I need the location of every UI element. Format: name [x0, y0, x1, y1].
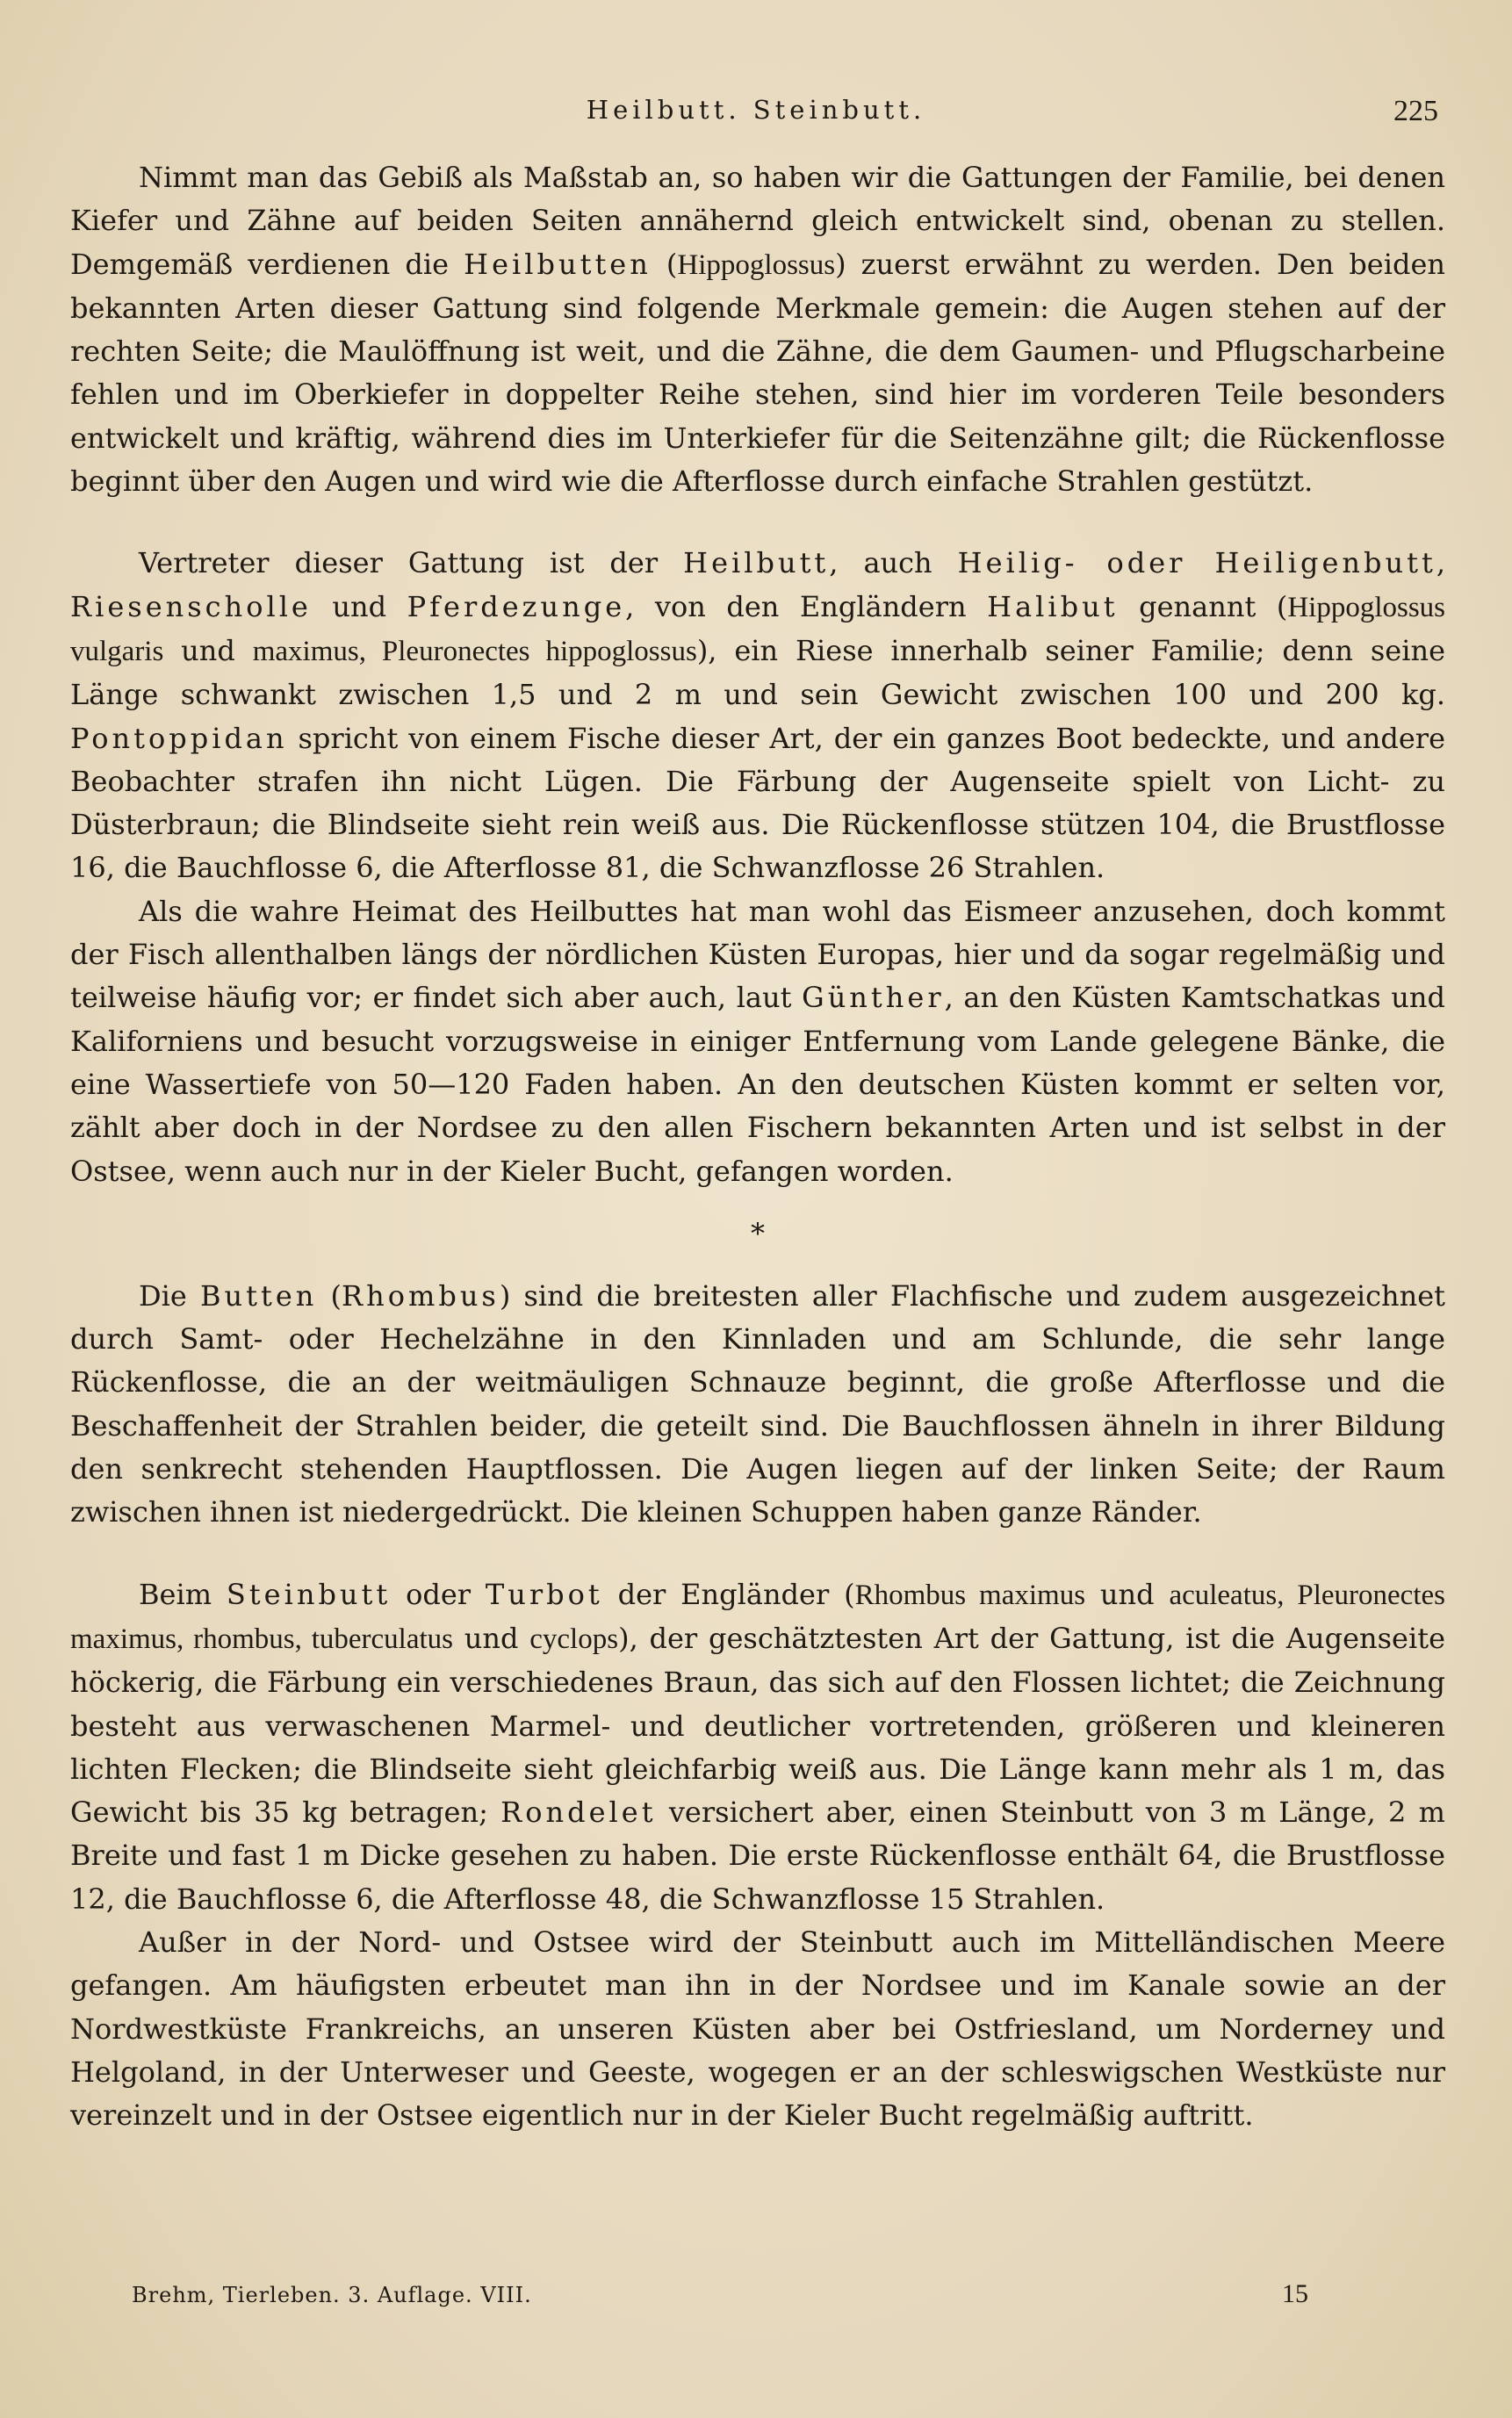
running-title: Heilbutt. Steinbutt. [586, 95, 926, 125]
page-footer [132, 2279, 1361, 2318]
emphasis-term: Günther [802, 981, 945, 1015]
scientific-name: Hippoglossus [677, 248, 836, 281]
section-separator: * [751, 1216, 765, 1250]
emphasis-term: Steinbutt [226, 1577, 392, 1611]
emphasis-term: Heilig- oder Heiligenbutt [957, 546, 1436, 580]
page-number: 225 [1393, 95, 1438, 127]
scientific-name: Rhombus maximus [854, 1579, 1086, 1611]
scientific-name: maximus, Pleuronectes hippoglossus [252, 635, 697, 667]
paragraph-steinbutt: Beim Steinbutt oder Turbot der Engländer (Rhombus maximus und aculeatus, Pleuronectes maximus, rhombus, tuberculatus und cyclops), der geschätztesten Art der Gattung, ist die Augenseite höckerig, die Färbung ein verschiedenes Braun, das sich auf den Flossen lichtet; die Zeichnung besteht aus verwaschenen Marmel- und deutlicher vortretenden, größeren und kleineren lichten Flecken; die Blindseite sieht gleichfarbig weiß aus. Die Länge kann mehr als 1 m, das Gewicht bis 35 kg betragen; Rondelet versichert aber, einen Steinbutt von 3 m Länge, 2 m Breite und fast 1 m Dicke gesehen zu haben. Die erste Rückenflosse enthält 64, die Brustflosse 12, die Bauchflosse 6, die Afterflosse 48, die Schwanzflosse 15 Strahlen. [70, 1577, 1446, 1916]
emphasis-term: Butten [199, 1278, 318, 1313]
footer-source: Brehm, Tierleben. 3. Auflage. VIII. [132, 2283, 532, 2307]
paragraph-steinbutt-habitat: Außer in der Nord- und Ostsee wird der Steinbutt auch im Mittelländischen Meere gefangen. Am häufigsten erbeutet man ihn in der Nordsee und im Kanale sowie an der Nordwestküste Frankreichs, an unseren Küsten aber bei Ostfriesland, um Norderney und Helgoland, in der Unterweser und Geeste, wogegen er an der schleswigschen Westküste nur vereinzelt und in der Ostsee eigentlich nur in der Kieler Bucht regelmäßig auftritt. [70, 1925, 1445, 2133]
emphasis-term: Heilbutt [683, 546, 830, 580]
running-head [0, 95, 1512, 133]
paragraph-heilbutt-habitat: Als die wahre Heimat des Heilbuttes hat man wohl das Eismeer anzusehen, doch kommt der Fisch allenthalben längs der nördlichen Küsten Europas, hier und da sogar regelmäßig und teilweise häufig vor; er findet sich aber auch, laut Günther, an den Küsten Kamtschatkas und Kaliforniens und besucht vorzugsweise in einiger Entfernung vom Lande gelegene Bänke, die eine Wassertiefe von 50—120 Faden haben. An den deutschen Küsten kommt er selten vor, zählt aber doch in der Nordsee zu den allen Fischern bekannten Arten und ist selbst in der Ostsee, wenn auch nur in der Kieler Bucht, gefangen worden. [70, 894, 1446, 1188]
emphasis-term: Riesenscholle [70, 589, 312, 623]
scientific-name: aculeatus, Pleuronectes maximus, rhombus, tuberculatus [70, 1579, 1445, 1655]
emphasis-term: Turbot [485, 1577, 603, 1611]
scientific-name: cyclops [529, 1623, 619, 1655]
emphasis-term: Halibut [987, 589, 1119, 623]
scientific-name: Hippoglossus vulgaris [70, 591, 1446, 667]
emphasis-term: Pferdezunge [407, 589, 626, 623]
paragraph-hippoglossus-genus: Nimmt man das Gebiß als Maßstab an, so haben wir die Gattungen der Familie, bei denen Kiefer und Zähne auf beiden Seiten annähernd gleich entwickelt sind, obenan zu stellen. Demgemäß verdienen die Heilbutten (Hippoglossus) zuerst erwähnt zu werden. Den beiden bekannten Arten dieser Gattung sind folgende Merkmale gemein: die Augen stehen auf der rechten Seite; die Maulöffnung ist weit, und die Zähne, die dem Gaumen- und Pflugscharbeine fehlen und im Oberkiefer in doppelter Reihe stehen, sind hier im vorderen Teile besonders entwickelt und kräftig, während dies im Unterkiefer für die Seitenzähne gilt; die Rückenflosse beginnt über den Augen und wird wie die Afterflosse durch einfache Strahlen gestützt. [70, 161, 1446, 499]
paragraph-rhombus-genus: Die Butten (Rhombus) sind die breitesten aller Flachfische und zudem ausgezeichnet durch Samt- oder Hechelzähne in den Kinnladen und am Schlunde, die sehr lange Rückenflosse, die an der weitmäuligen Schnauze beginnt, die große Afterflosse und die Beschaffenheit der Strahlen beider, die geteilt sind. Die Bauchflossen ähneln in ihrer Bildung den senkrecht stehenden Hauptflossen. Die Augen liegen auf der linken Seite; der Raum zwischen ihnen ist niedergedrückt. Die kleinen Schuppen haben ganze Ränder. [70, 1278, 1446, 1529]
body-text [70, 156, 1445, 2137]
emphasis-term: Rondelet [500, 1796, 657, 1830]
emphasis-term: Heilbutten [464, 247, 652, 281]
emphasis-term: Rhombus [342, 1278, 500, 1313]
emphasis-term: Pontoppidan [70, 721, 288, 755]
paragraph-heilbutt: Vertreter dieser Gattung ist der Heilbutt, auch Heilig- oder Heiligenbutt, Riesenscholle und Pferdezunge, von den Engländern Halibut genannt (Hippoglossus vulgaris und maximus, Pleuronectes hippoglossus), ein Riese innerhalb seiner Familie; denn seine Länge schwankt zwischen 1,5 und 2 m und sein Gewicht zwischen 100 und 200 kg. Pontoppidan spricht von einem Fische dieser Art, der ein ganzes Boot bedeckte, und andere Beobachter strafen ihn nicht Lügen. Die Färbung der Augenseite spielt von Licht- zu Düsterbraun; die Blindseite sieht rein weiß aus. Die Rückenflosse stützen 104, die Brustflosse 16, die Bauchflosse 6, die Afterflosse 81, die Schwanzflosse 26 Strahlen. [70, 546, 1446, 885]
sheet-signature: 15 [1282, 2279, 1308, 2308]
